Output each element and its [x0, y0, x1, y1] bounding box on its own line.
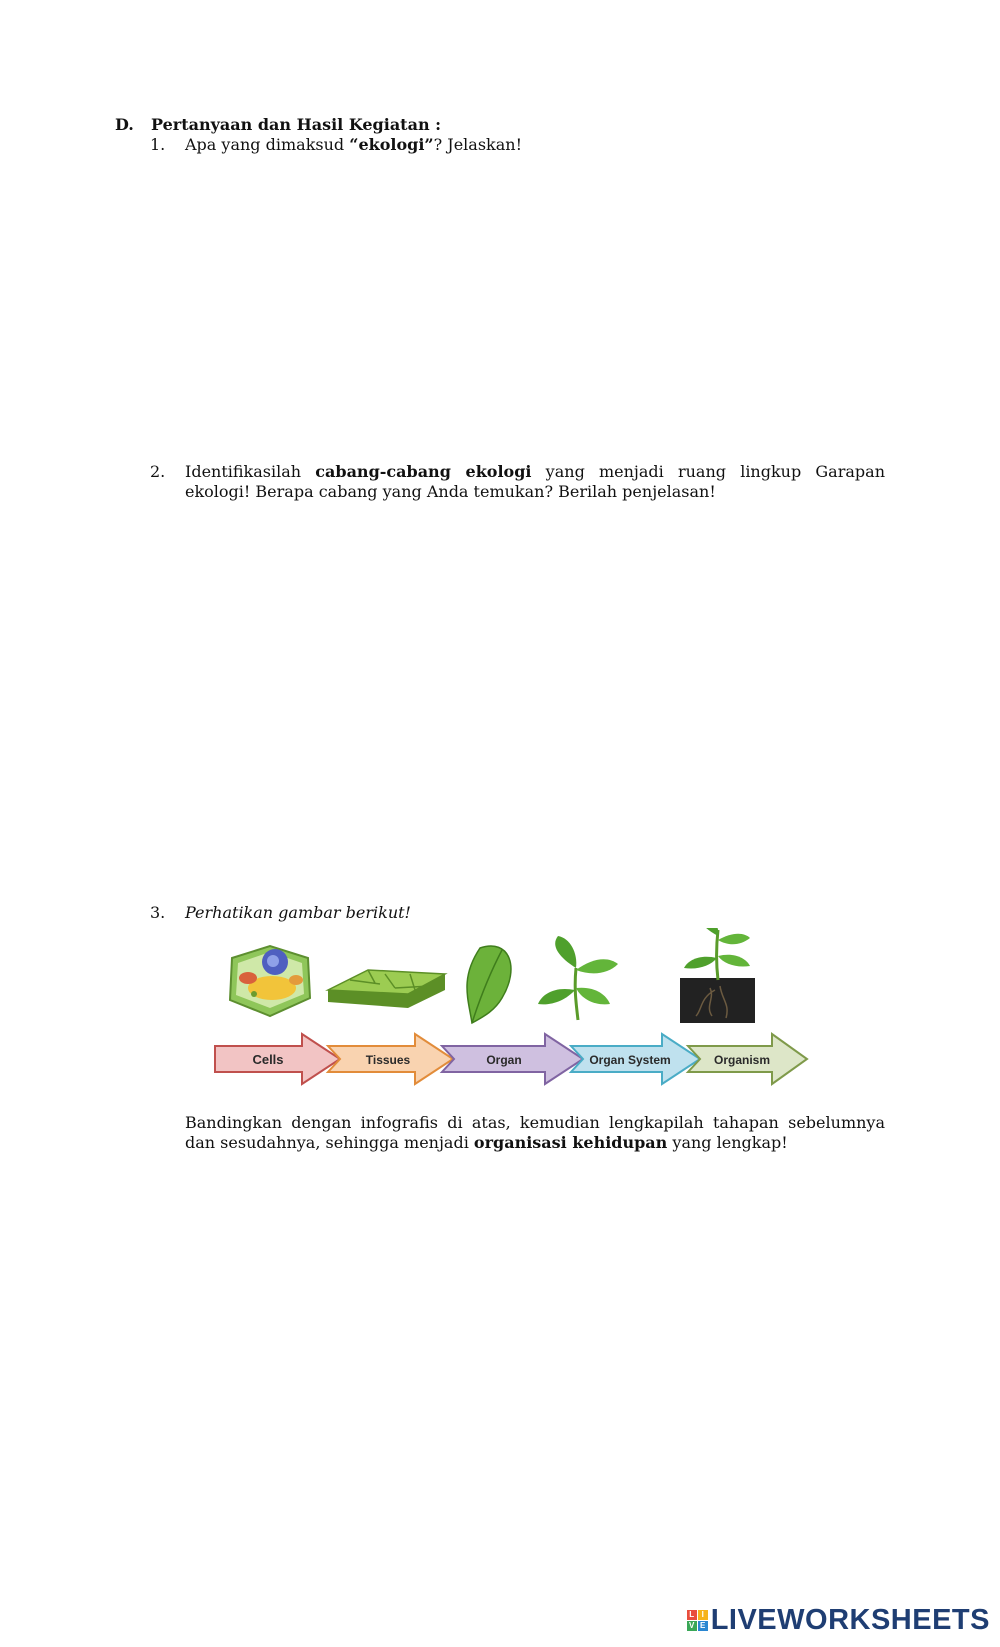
text-run: yang lengkap!	[667, 1133, 788, 1152]
stage-arrow-organism	[688, 1034, 807, 1084]
stage-label: Organ	[486, 1053, 522, 1067]
logo-tile: I	[698, 1610, 708, 1620]
stage-label: Cells	[252, 1052, 284, 1067]
stage-arrow-organ	[442, 1034, 583, 1084]
plant-with-soil-illustration	[680, 928, 755, 1023]
question-number: 2.	[150, 462, 166, 481]
bold-run: cabang-cabang ekologi	[315, 462, 532, 481]
bold-run: organisasi kehidupan	[473, 1133, 668, 1152]
text-run: yang menjadi ruang lingkup Garapan ekologi! Berapa cabang yang Anda temukan? Berilah penjelasan!	[185, 462, 885, 501]
instruction-paragraph	[185, 1113, 885, 1153]
cell-illustration	[230, 946, 310, 1016]
text-run: ? Jelaskan!	[433, 135, 522, 154]
stage-label: Tissues	[365, 1053, 411, 1067]
question-3	[150, 903, 885, 923]
question-text: Perhatikan gambar berikut!	[185, 903, 411, 922]
stage-label: Organism	[713, 1053, 771, 1067]
section-letter: D.	[115, 115, 134, 134]
text-run: Apa yang dimaksud	[185, 135, 350, 154]
section-heading	[115, 115, 441, 134]
leaf-illustration	[467, 946, 511, 1023]
seedling-illustration	[538, 936, 618, 1020]
stage-arrow-cells	[215, 1034, 340, 1084]
bold-run: “ekologi”	[349, 135, 434, 154]
section-title: Pertanyaan dan Hasil Kegiatan :	[151, 115, 442, 134]
logo-tile: V	[687, 1621, 697, 1631]
question-1	[150, 135, 885, 155]
stage-arrow-tissues	[328, 1034, 453, 1084]
liveworksheets-logo	[687, 1604, 990, 1637]
question-number: 3.	[150, 903, 166, 922]
logo-tiles	[687, 1610, 708, 1631]
stage-label: Organ System	[589, 1053, 671, 1067]
question-text	[185, 462, 885, 502]
text-run: Bandingkan dengan infografis di atas, kemudian lengkapilah tahapan sebelumnya dan sesudahnya, sehingga menjadi	[185, 1113, 885, 1152]
logo-tile: E	[698, 1621, 708, 1631]
question-number: 1.	[150, 135, 166, 154]
stage-arrow-organ-system	[571, 1034, 700, 1084]
organization-levels-infographic	[210, 928, 810, 1093]
question-2	[150, 462, 885, 502]
tissue-illustration	[328, 970, 445, 1008]
text-run: Identifikasilah	[185, 462, 316, 481]
logo-tile: L	[687, 1610, 697, 1620]
logo-text: LIVEWORKSHEETS	[710, 1604, 990, 1636]
question-text	[185, 135, 885, 155]
